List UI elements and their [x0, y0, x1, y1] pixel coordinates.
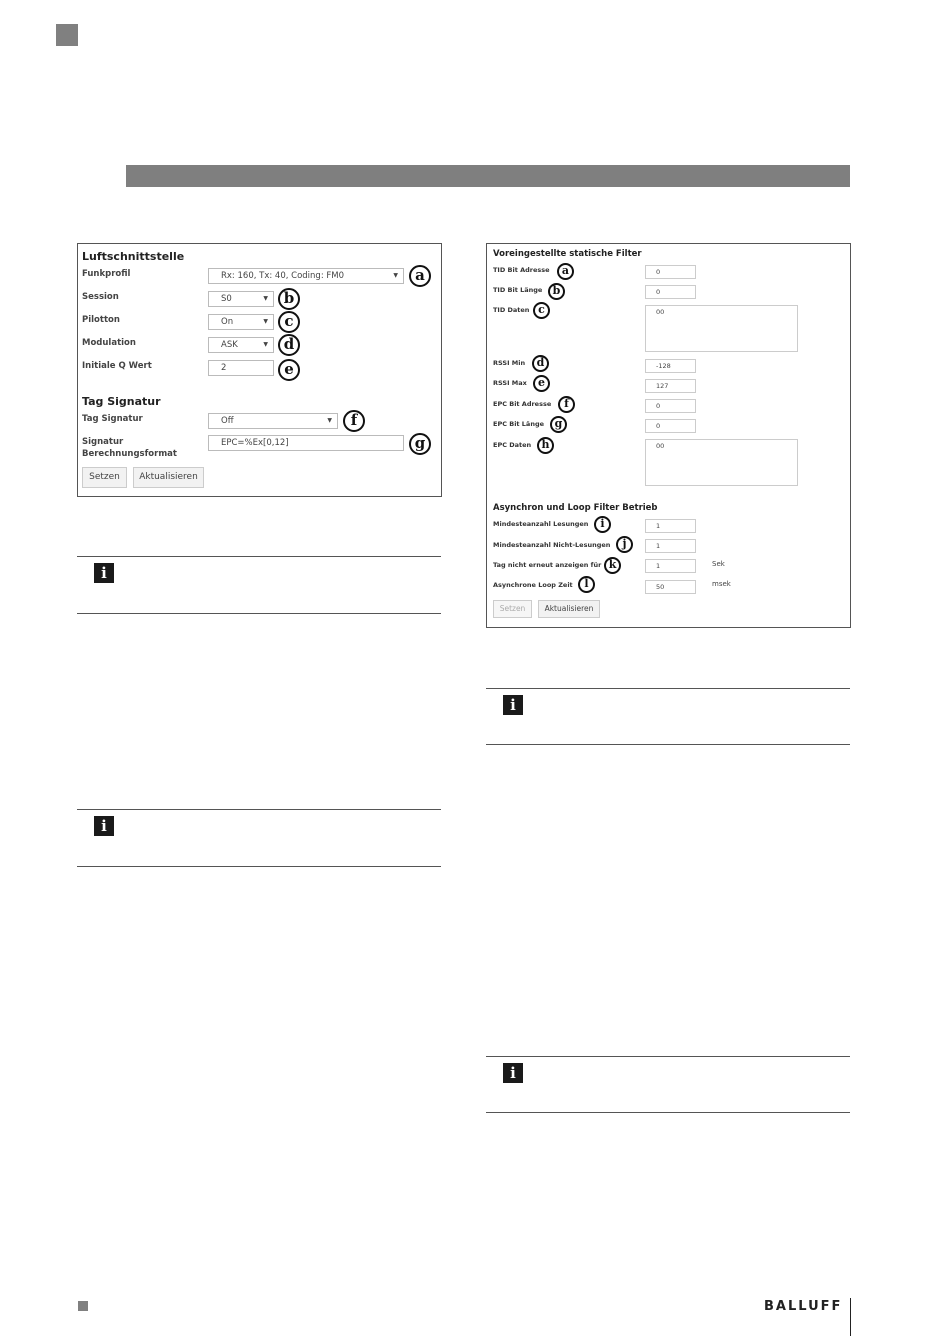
- initial-q-input[interactable]: 2: [208, 360, 274, 376]
- note-divider: [77, 613, 441, 614]
- callout-marker: l: [578, 576, 595, 593]
- set-button[interactable]: Setzen: [493, 600, 532, 618]
- callout-marker: d: [278, 334, 300, 356]
- label-min-non-reads: Mindesteanzahl Nicht-Lesungen: [493, 541, 611, 549]
- label-tid-bit-address: TID Bit Adresse: [493, 266, 550, 274]
- label-async-loop-time: Asynchrone Loop Zeit: [493, 581, 573, 589]
- section-title-tag-signature: Tag Signatur: [82, 395, 161, 408]
- label-epc-bit-address: EPC Bit Adresse: [493, 400, 552, 408]
- section-title-air-interface: Luftschnittstelle: [82, 250, 185, 263]
- unit-milliseconds: msek: [712, 580, 731, 588]
- note-divider: [486, 744, 850, 745]
- callout-marker: e: [278, 359, 300, 381]
- label-epc-bit-length: EPC Bit Länge: [493, 420, 545, 428]
- callout-marker: j: [616, 536, 633, 553]
- tag-signatur-select[interactable]: [208, 413, 338, 429]
- label-epc-data: EPC Daten: [493, 441, 532, 449]
- label-hide-tag-duration: Tag nicht erneut anzeigen für: [493, 561, 602, 569]
- label-tid-data: TID Daten: [493, 306, 530, 314]
- tid-bit-length-input[interactable]: 0: [645, 285, 696, 299]
- corner-marker: [56, 24, 78, 46]
- rssi-max-input[interactable]: 127: [645, 379, 696, 393]
- min-reads-input[interactable]: 1: [645, 519, 696, 533]
- funkprofil-value: Rx: 160, Tx: 40, Coding: FM0: [221, 271, 345, 281]
- callout-marker: i: [594, 516, 611, 533]
- section-title-async-loop: Asynchron und Loop Filter Betrieb: [493, 503, 658, 513]
- tag-signatur-value: Off: [221, 416, 234, 426]
- session-value: S0: [221, 294, 232, 304]
- hide-tag-duration-input[interactable]: 1: [645, 559, 696, 573]
- chevron-down-icon: ▼: [263, 341, 268, 348]
- label-modulation: Modulation: [82, 338, 136, 348]
- brand-logo: BALLUFF: [764, 1299, 843, 1314]
- label-rssi-min: RSSI Min: [493, 359, 526, 367]
- callout-marker: e: [533, 375, 550, 392]
- label-signatur-line1: Signatur: [82, 437, 124, 447]
- label-session: Session: [82, 292, 119, 302]
- callout-marker: a: [409, 265, 431, 287]
- epc-data-textarea[interactable]: 00: [645, 439, 798, 486]
- note-divider: [77, 809, 441, 810]
- pilotton-value: On: [221, 317, 234, 327]
- signatur-format-input[interactable]: EPC=%Ex[0,12]: [208, 435, 404, 451]
- update-button[interactable]: Aktualisieren: [538, 600, 600, 618]
- label-initial-q: Initiale Q Wert: [82, 361, 152, 371]
- callout-marker: b: [278, 288, 300, 310]
- tid-data-textarea[interactable]: 00: [645, 305, 798, 352]
- funkprofil-select[interactable]: [208, 268, 404, 284]
- epc-bit-length-input[interactable]: 0: [645, 419, 696, 433]
- note-divider: [77, 866, 441, 867]
- label-tid-bit-length: TID Bit Länge: [493, 286, 543, 294]
- async-loop-time-input[interactable]: 50: [645, 580, 696, 594]
- tid-bit-address-input[interactable]: 0: [645, 265, 696, 279]
- label-pilotton: Pilotton: [82, 315, 120, 325]
- note-divider: [486, 688, 850, 689]
- note-divider: [486, 1112, 850, 1113]
- callout-marker: c: [533, 302, 550, 319]
- unit-seconds: Sek: [712, 560, 725, 568]
- label-min-reads: Mindesteanzahl Lesungen: [493, 520, 589, 528]
- info-icon: i: [503, 695, 523, 715]
- chevron-down-icon: ▼: [327, 417, 332, 424]
- session-select[interactable]: [208, 291, 274, 307]
- callout-marker: k: [604, 557, 621, 574]
- label-funkprofil: Funkprofil: [82, 269, 131, 279]
- modulation-value: ASK: [221, 340, 238, 350]
- info-icon: i: [94, 563, 114, 583]
- callout-marker: a: [557, 263, 574, 280]
- section-title-static-filter: Voreingestellte statische Filter: [493, 249, 642, 259]
- section-header-bar: [126, 165, 850, 187]
- update-button[interactable]: Aktualisieren: [133, 467, 204, 488]
- modulation-select[interactable]: [208, 337, 274, 353]
- footer-divider: [850, 1298, 851, 1336]
- footer-marker: [78, 1301, 88, 1311]
- chevron-down-icon: ▼: [393, 272, 398, 279]
- rssi-min-input[interactable]: -128: [645, 359, 696, 373]
- label-tag-signatur: Tag Signatur: [82, 414, 143, 424]
- min-non-reads-input[interactable]: 1: [645, 539, 696, 553]
- label-rssi-max: RSSI Max: [493, 379, 527, 387]
- callout-marker: h: [537, 437, 554, 454]
- callout-marker: g: [550, 416, 567, 433]
- note-divider: [486, 1056, 850, 1057]
- epc-bit-address-input[interactable]: 0: [645, 399, 696, 413]
- callout-marker: f: [558, 396, 575, 413]
- callout-marker: c: [278, 311, 300, 333]
- callout-marker: d: [532, 355, 549, 372]
- note-divider: [77, 556, 441, 557]
- pilotton-select[interactable]: [208, 314, 274, 330]
- callout-marker: g: [409, 433, 431, 455]
- info-icon: i: [94, 816, 114, 836]
- chevron-down-icon: ▼: [263, 318, 268, 325]
- chevron-down-icon: ▼: [263, 295, 268, 302]
- label-signatur-line2: Berechnungsformat: [82, 449, 177, 459]
- info-icon: i: [503, 1063, 523, 1083]
- callout-marker: f: [343, 410, 365, 432]
- callout-marker: b: [548, 283, 565, 300]
- set-button[interactable]: Setzen: [82, 467, 127, 488]
